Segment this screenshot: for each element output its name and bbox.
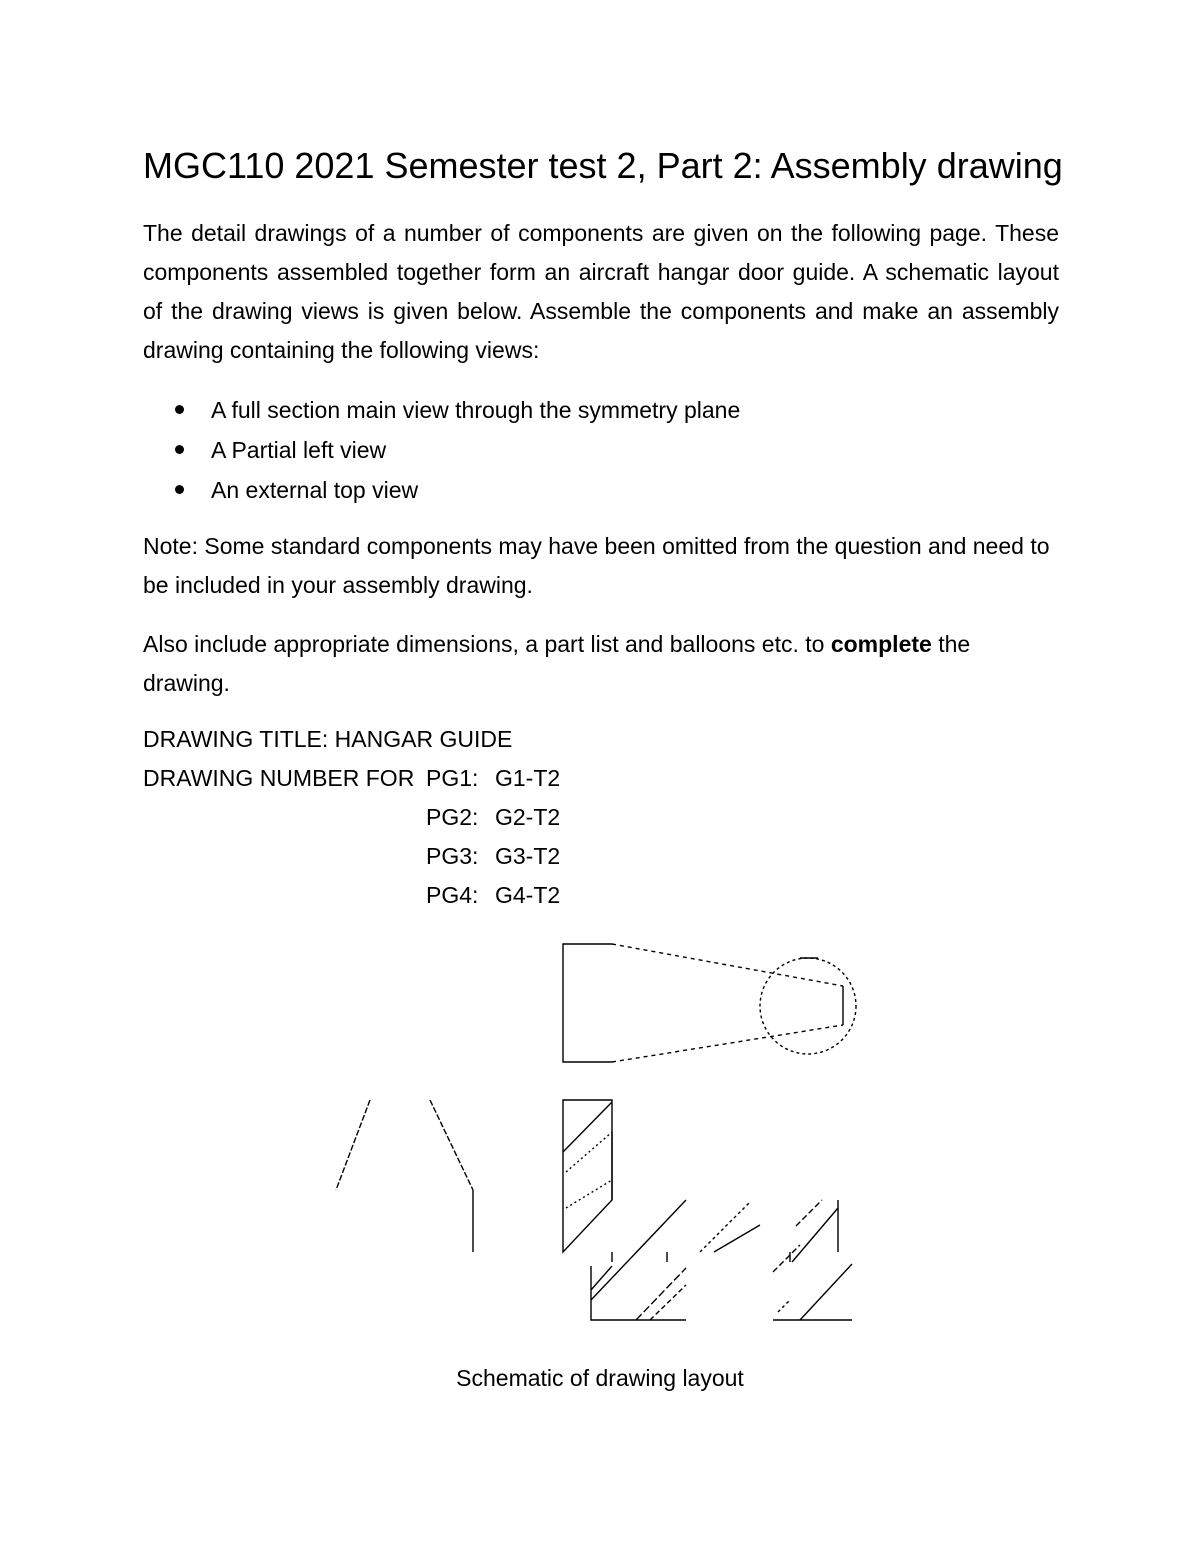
drawing-title: DRAWING TITLE: HANGAR GUIDE bbox=[143, 726, 513, 752]
drawing-number-label: DRAWING NUMBER FOR bbox=[143, 765, 415, 791]
middle-diagonals bbox=[700, 1202, 760, 1252]
drawing-number-pg: PG1: bbox=[426, 765, 479, 791]
drawing-number-pg: PG4: bbox=[426, 882, 479, 908]
drawing-number-value: G3-T2 bbox=[495, 843, 561, 869]
note-paragraph: Note: Some standard components may have been omitted from the question and need to be included in your assembly drawing. bbox=[143, 533, 1050, 598]
drawing-number-pg: PG3: bbox=[426, 843, 479, 869]
tapered-view bbox=[563, 944, 843, 1062]
emphasis-text: complete bbox=[830, 631, 932, 657]
drawing-number-value: G2-T2 bbox=[495, 804, 561, 830]
page-title: MGC110 2021 Semester test 2, Part 2: Assembly drawing bbox=[143, 145, 1063, 186]
section-view bbox=[563, 1100, 612, 1252]
list-item: An external top view bbox=[175, 470, 740, 510]
intro-paragraph: The detail drawings of a number of components are given on the following page. These components assembled together form an aircraft hangar door guide. A schematic layout of the drawing views is given below. Assemble the components and make an assembly drawing containing the following views: bbox=[143, 220, 1059, 363]
left-view-lines bbox=[336, 1100, 473, 1252]
base-block-right bbox=[773, 1200, 852, 1320]
list-item: A Partial left view bbox=[175, 430, 740, 470]
drawing-number-value: G4-T2 bbox=[495, 882, 561, 908]
schematic-caption: Schematic of drawing layout bbox=[456, 1365, 744, 1391]
detail-circle bbox=[760, 958, 856, 1054]
base-block-left bbox=[591, 1200, 686, 1320]
drawing-number-pg: PG2: bbox=[426, 804, 479, 830]
also-paragraph: Also include appropriate dimensions, a part list and balloons etc. to complete the drawing. bbox=[143, 631, 971, 696]
list-item: A full section main view through the symmetry plane bbox=[175, 390, 740, 430]
drawing-number-value: G1-T2 bbox=[495, 765, 561, 791]
